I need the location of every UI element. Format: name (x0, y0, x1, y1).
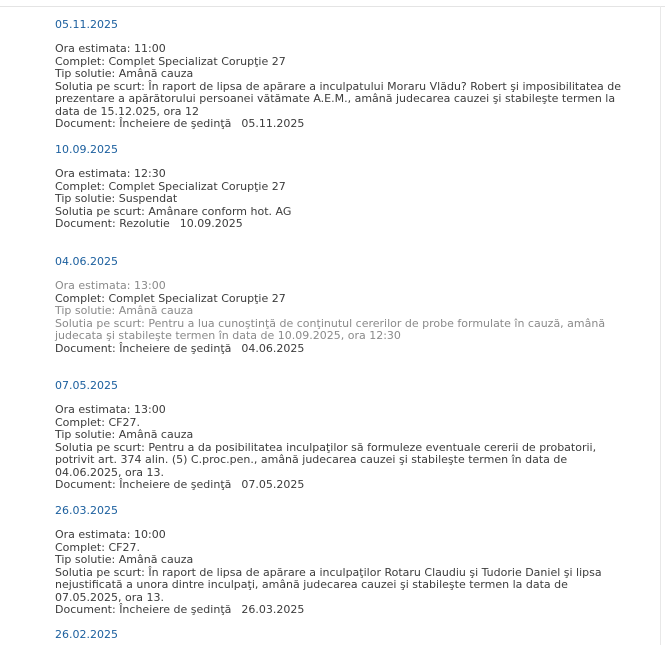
document-date: 04.06.2025 (241, 341, 305, 355)
hearing-entry (55, 143, 635, 231)
solution-summary: Solutia pe scurt: Amânare conform hot. AG (55, 204, 292, 218)
hearing-entry (55, 255, 635, 355)
hearing-entry (55, 379, 635, 492)
panel: Complet: Complet Specializat Corupţie 27 (55, 179, 286, 193)
panel: Complet: Complet Specializat Corupţie 27 (55, 54, 286, 68)
document-date: 07.05.2025 (241, 478, 305, 491)
estimated-time: Ora estimata: 11:00 (55, 42, 166, 55)
document-link[interactable]: Document: Încheiere de şedinţă (55, 341, 232, 355)
hearing-details (55, 168, 635, 231)
solution-type: Tip solutie: Suspendat (55, 192, 178, 205)
solution-type: Tip solutie: Amână cauza (55, 428, 194, 441)
hearing-date: 04.06.2025 (55, 255, 118, 268)
solution-type: Tip solutie: Amână cauza (55, 67, 194, 80)
document-link[interactable]: Document: Încheiere de şedinţă (55, 603, 232, 616)
solution-summary: Solutia pe scurt: Pentru a lua cunoştinţă de conţinutul cererilor de probe formulate în cauză, amână judecata şi stabileşte termen în data de 10.09.2025, ora 12:30 (55, 316, 606, 342)
right-scroll-edge (660, 6, 661, 645)
hearing-details (55, 43, 635, 131)
hearing-date: 10.09.2025 (55, 143, 118, 156)
document-row (55, 118, 635, 131)
document-date: 05.11.2025 (241, 117, 305, 130)
hearing-details (55, 404, 635, 492)
hearing-date: 26.02.2025 (55, 628, 118, 641)
panel: Complet: Complet Specializat Corupţie 27 (55, 291, 286, 305)
hearing-details (55, 280, 635, 355)
estimated-time: Ora estimata: 13:00 (55, 279, 166, 292)
solution-type: Tip solutie: Amână cauza (55, 304, 194, 317)
document-link[interactable]: Document: Rezolutie (55, 217, 170, 230)
hearing-date: 05.11.2025 (55, 18, 118, 31)
document-row (55, 218, 635, 231)
document-link[interactable]: Document: Încheiere de şedinţă (55, 117, 232, 130)
hearing-date: 07.05.2025 (55, 379, 118, 392)
document-date: 26.03.2025 (241, 603, 305, 616)
document-date: 10.09.2025 (179, 217, 243, 230)
estimated-time: Ora estimata: 10:00 (55, 528, 166, 541)
top-divider (0, 6, 665, 7)
hearing-details (55, 529, 635, 617)
panel: Complet: CF27. (55, 540, 140, 554)
hearing-entry (55, 504, 635, 617)
document-link[interactable]: Document: Încheiere de şedinţă (55, 478, 232, 491)
hearing-date: 26.03.2025 (55, 504, 118, 517)
estimated-time: Ora estimata: 13:00 (55, 403, 166, 416)
estimated-time: Ora estimata: 12:30 (55, 167, 166, 180)
solution-summary: Solutia pe scurt: În raport de lipsa de apărare a inculpaţilor Rotaru Claudiu şi Tudorie Daniel şi lipsa nejustificată a unora dintre inculpaţi, amână judecarea cauzei şi stabileşte termen la data de 07.05.2025, ora 13. (55, 565, 602, 604)
document-row (55, 343, 635, 356)
document-row (55, 604, 635, 617)
solution-type: Tip solutie: Amână cauza (55, 553, 194, 566)
hearing-entry (55, 628, 635, 641)
solution-summary: Solutia pe scurt: Pentru a da posibilitatea inculpaţilor să formuleze eventuale cererii de probatorii, potrivit art. 374 alin. (5) C.proc.pen., amână judecarea cauzei şi stabileşte termen în data de 04.06.2025, ora 13. (55, 440, 597, 479)
panel: Complet: CF27. (55, 415, 140, 429)
hearing-entry (55, 18, 635, 131)
solution-summary: Solutia pe scurt: În raport de lipsa de apărare a inculpatului Moraru Vlădu? Robert şi imposibilitatea de prezentare a apărătorului persoanei vătămate A.E.M., amână judecarea cauzei şi stabileşte termen la data de 15.12.025, ora 12 (55, 79, 622, 118)
document-row (55, 479, 635, 492)
